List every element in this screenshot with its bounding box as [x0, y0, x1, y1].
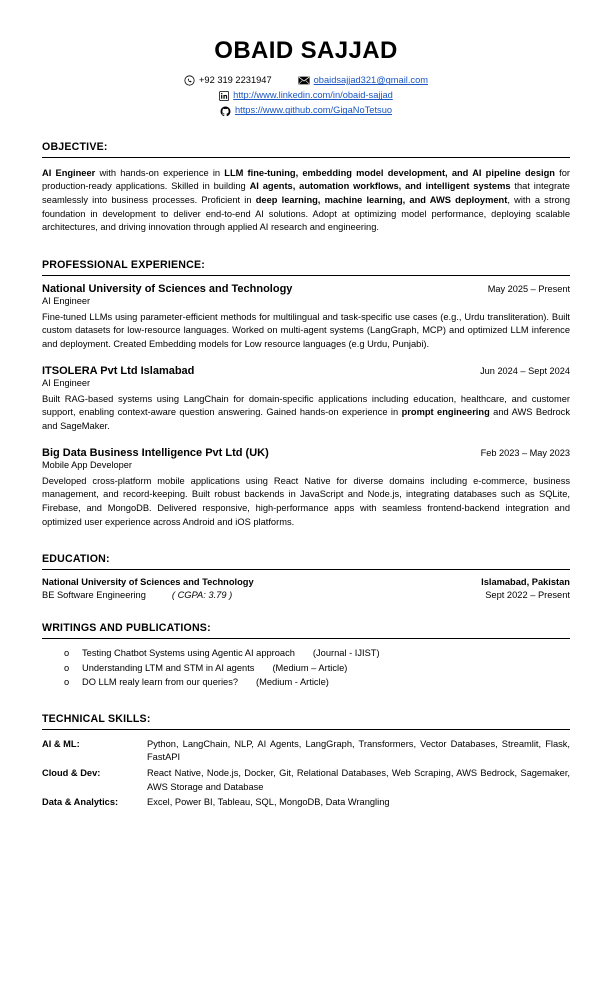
list-marker-icon: o [64, 662, 70, 673]
contact-row-github [42, 103, 570, 118]
emphasis-text: deep learning, machine learning, and AWS deployment [255, 194, 508, 205]
education-cgpa: ( CGPA: 3.79 ) [171, 590, 233, 601]
experience-entry-header [42, 283, 570, 295]
skills-table [42, 737, 570, 811]
experience-description [42, 475, 570, 530]
section-skills [42, 713, 570, 811]
experience-entry-header [42, 447, 570, 459]
github-link[interactable]: https://www.github.com/GigaNoTetsuo [234, 105, 393, 116]
experience-dates: Feb 2023 – May 2023 [480, 447, 570, 458]
publication-item [42, 661, 570, 675]
emphasis-text: AI agents, automation workflows, and intelligent systems [249, 181, 511, 192]
education-degree: BE Software Engineering [42, 590, 146, 601]
emphasis-text: prompt engineering [401, 407, 490, 418]
plain-text: , with a strong foundation in development to deliver end-to-end AI solutions. Adopt at optimizing model performance, deploying scalable architectures, and driving innovation through applied AI research and engineering. [42, 194, 571, 233]
skills-category-value: Excel, Power BI, Tableau, SQL, MongoDB, Data Wrangling [147, 797, 390, 808]
education-degree-group [42, 590, 232, 600]
section-education [42, 553, 570, 600]
section-experience [42, 259, 570, 530]
experience-description [42, 311, 570, 352]
contact-row-linkedin [42, 88, 570, 103]
publication-venue: (Journal - IJIST) [312, 648, 380, 659]
contact-phone [184, 73, 272, 88]
experience-entry-header [42, 365, 570, 377]
education-institution: National University of Sciences and Technology [42, 577, 254, 588]
experience-role: AI Engineer [42, 377, 91, 388]
experience-entry [42, 447, 570, 530]
skills-row [42, 766, 570, 795]
skills-row [42, 737, 570, 766]
emphasis-text: AI Engineer [42, 167, 96, 178]
publication-venue: (Medium – Article) [272, 662, 348, 673]
education-row-institution [42, 577, 570, 587]
publication-item [42, 675, 570, 689]
resume-header [42, 38, 570, 119]
skills-row [42, 795, 570, 811]
section-rule [42, 275, 570, 276]
section-title-education: EDUCATION: [42, 553, 110, 566]
education-row-degree [42, 590, 570, 600]
experience-company: ITSOLERA Pvt Ltd Islamabad [42, 364, 195, 377]
experience-company: Big Data Business Intelligence Pvt Ltd (UK) [42, 446, 269, 459]
plain-text: Developed cross-platform mobile applications using React Native for diverse domains including e-commerce, business management, and record-keeping. Built robust backends in JavaScript and Node.js, integrating databases such as SQLite, Firebase, and MongoDB. Delivered responsive, high-performance apps with seamless frontend-backend integration and optimized user experience across Android and iOS platforms. [42, 475, 570, 527]
experience-company: National University of Sciences and Technology [42, 282, 293, 295]
section-rule [42, 729, 570, 730]
list-marker-icon: o [64, 676, 70, 687]
section-title-experience: PROFESSIONAL EXPERIENCE: [42, 258, 205, 271]
plain-text: that integrate seamlessly into business processes. Proficient in [42, 181, 570, 205]
emphasis-text: LLM fine-tuning, embedding model development, and AI pipeline design [224, 167, 555, 178]
experience-entry [42, 283, 570, 352]
publication-item [42, 646, 570, 660]
plain-text: Fine-tuned LLMs using parameter-efficient methods for multilingual and task-specific use cases (e.g., Urdu transliteration). Built custom datasets for low-resource languages. Worked on multi-agent systems (LangGraph, MCP) and optimized LLM inference and deployment. Created Embedding models for Low resource languages (e.g Urdu, Punjabi). [42, 311, 570, 350]
skills-category-label: Data & Analytics: [42, 797, 119, 808]
plain-text: and AWS Bedrock and SageMaker. [42, 407, 570, 432]
plain-text: for production-ready applications. Skilled in building [42, 167, 571, 192]
section-objective [42, 141, 570, 235]
education-dates: Sept 2022 – Present [485, 590, 570, 601]
publication-title: Understanding LTM and STM in AI agents [82, 662, 255, 673]
skills-body [42, 737, 570, 811]
section-title-skills: TECHNICAL SKILLS: [42, 712, 151, 725]
experience-description [42, 393, 570, 434]
section-writings [42, 622, 570, 688]
publication-title: DO LLM realy learn from our queries? [82, 676, 239, 687]
skills-category-value: React Native, Node.js, Docker, Git, Relational Databases, Web Scraping, AWS Bedrock, Sagemaker, AWS Storage and Database [147, 768, 570, 792]
linkedin-icon [219, 91, 229, 101]
contact-block [42, 73, 570, 118]
linkedin-link[interactable]: http://www.linkedin.com/in/obaid-sajjad [233, 90, 393, 101]
skills-category-label: Cloud & Dev: [42, 768, 101, 779]
objective-text [42, 167, 570, 235]
list-marker-icon: o [64, 648, 70, 659]
section-rule [42, 157, 570, 158]
experience-entry [42, 365, 570, 434]
experience-role: AI Engineer [42, 295, 91, 306]
experience-dates: Jun 2024 – Sept 2024 [480, 365, 570, 376]
education-location: Islamabad, Pakistan [481, 577, 570, 588]
writings-list [42, 646, 570, 688]
experience-list [42, 283, 570, 530]
whatsapp-icon [184, 75, 195, 86]
plain-text: with hands-on experience in [95, 167, 225, 178]
plain-text: Built RAG-based systems using LangChain for domain-specific applications including education, healthcare, and customer support, enabling context-aware question answering. Gained hands-on experience in [42, 393, 570, 418]
skills-category-label: AI & ML: [42, 738, 80, 749]
section-title-objective: OBJECTIVE: [42, 140, 108, 153]
contact-email [298, 73, 428, 88]
section-rule [42, 638, 570, 639]
publication-venue: (Medium - Article) [256, 676, 329, 687]
skills-category-value: Python, LangChain, NLP, AI Agents, LangGraph, Transformers, Vector Databases, Streamlit, Flask, FastAPI [147, 738, 570, 763]
experience-role: Mobile App Developer [42, 459, 132, 470]
experience-dates: May 2025 – Present [487, 283, 570, 294]
candidate-name: OBAID SAJJAD [214, 37, 398, 64]
github-icon [220, 106, 231, 117]
section-rule [42, 569, 570, 570]
email-link[interactable]: obaidsajjad321@gmail.com [313, 75, 428, 86]
publication-title: Testing Chatbot Systems using Agentic AI approach [82, 648, 295, 659]
email-icon [298, 76, 310, 85]
contact-row-primary [42, 73, 570, 88]
section-title-writings: WRITINGS AND PUBLICATIONS: [42, 622, 211, 635]
phone-number: +92 319 2231947 [198, 75, 272, 86]
